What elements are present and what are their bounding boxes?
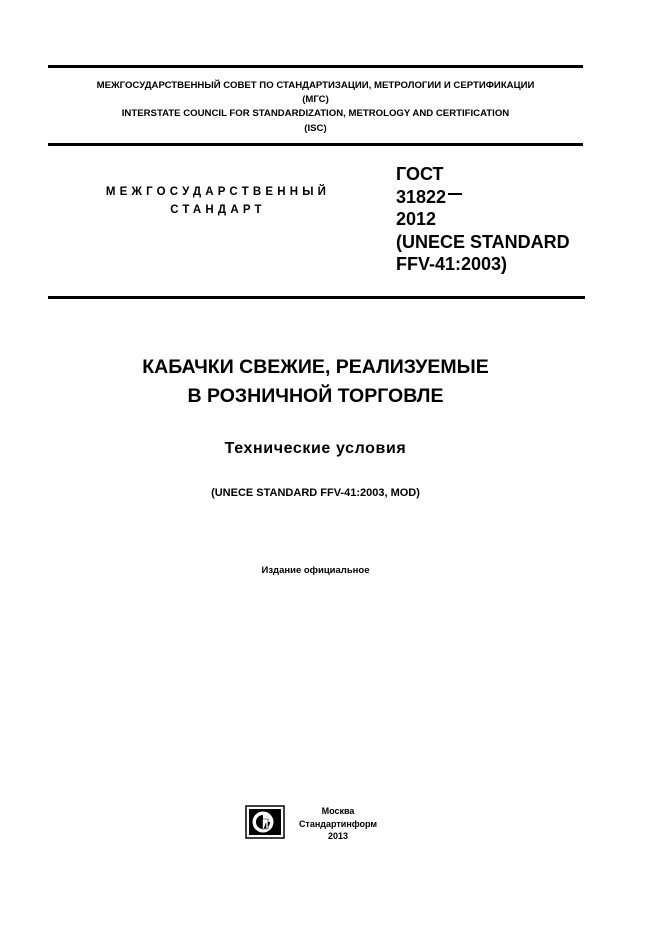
standard-type-line1: МЕЖГОСУДАРСТВЕННЫЙ [105, 186, 331, 198]
publisher-block [290, 805, 386, 843]
edition-note: Издание официальное [261, 565, 370, 576]
gost-designation [396, 163, 570, 276]
unece-note: (UNECE STANDARD FFV-41:2003, MOD) [211, 487, 420, 499]
title-line2: В РОЗНИЧНОЙ ТОРГОВЛЕ [187, 385, 444, 407]
gost-prefix: ГОСТ [396, 164, 444, 184]
top-rule [48, 65, 583, 68]
standard-type [78, 183, 358, 219]
publisher-name: Стандартинформ [298, 818, 378, 829]
council-abbr-ru: (МГС) [302, 94, 329, 106]
gost-number: 31822 [396, 186, 447, 207]
document-title [60, 353, 571, 411]
gost-dash [448, 193, 462, 195]
title-line1: КАБАЧКИ СВЕЖИЕ, РЕАЛИЗУЕМЫЕ [142, 356, 489, 378]
gost-year: 2012 [396, 209, 437, 229]
council-header [48, 79, 583, 136]
document-subtitle: Технические условия [224, 440, 407, 457]
publisher-year: 2013 [327, 831, 349, 841]
publisher-city: Москва [321, 806, 355, 816]
gost-unece-line2: FFV-41:2003) [396, 254, 508, 274]
council-name-ru: МЕЖГОСУДАРСТВЕННЫЙ СОВЕТ ПО СТАНДАРТИЗАЦИИ, МЕТРОЛОГИИ И СЕРТИФИКАЦИИ [96, 80, 535, 91]
council-abbr-en: (ISC) [304, 122, 327, 134]
bottom-rule [48, 296, 585, 299]
standard-type-line2: СТАНДАРТ [170, 204, 266, 216]
middle-rule [48, 143, 583, 146]
gost-unece-line1: (UNECE STANDARD [396, 231, 570, 252]
council-name-en: INTERSTATE COUNCIL FOR STANDARDIZATION, METROLOGY AND CERTIFICATION [121, 108, 510, 120]
standartinform-logo-icon [245, 805, 285, 839]
